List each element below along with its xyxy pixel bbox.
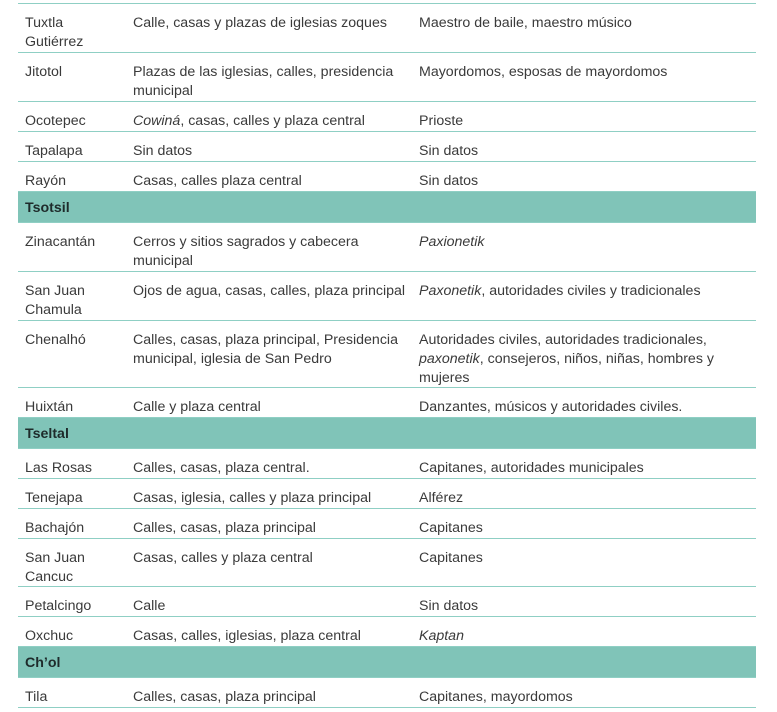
spaces-segment: Sin datos (133, 143, 193, 159)
participants-cell (411, 388, 756, 417)
participants-segment: Capitanes, mayordomos (419, 689, 573, 705)
spaces-segment: , casas, calles y plaza central (180, 113, 365, 129)
place-cell: Petalcingo (25, 598, 92, 614)
spaces-cell (125, 272, 411, 320)
spaces-segment: Calle (133, 598, 166, 614)
participants-cell (411, 272, 756, 320)
place-cell: Zinacantán (25, 234, 96, 250)
spaces-cell (125, 509, 411, 538)
place-cell: Ocotepec (25, 113, 86, 129)
table-row (18, 4, 756, 53)
participants-segment: Sin datos (419, 598, 479, 614)
participants-segment: Capitanes (419, 520, 483, 536)
spaces-cell (125, 162, 411, 191)
spaces-cell (125, 223, 411, 271)
table-row (18, 678, 756, 708)
participants-cell (411, 479, 756, 508)
table-row (18, 53, 756, 102)
table-row (18, 162, 756, 192)
participants-segment: paxonetik (419, 351, 480, 367)
participants-cell (411, 678, 756, 707)
participants-cell (411, 4, 756, 52)
participants-segment: Capitanes (419, 550, 483, 566)
spaces-cell (125, 539, 411, 586)
spaces-cell (125, 102, 411, 131)
spaces-segment: Casas, calles plaza central (133, 173, 302, 189)
place-cell: Tila (25, 689, 48, 705)
group-header-row (18, 418, 756, 449)
spaces-cell (125, 4, 411, 52)
table-row (18, 321, 756, 388)
place-cell: Rayón (25, 173, 67, 189)
spaces-segment: Calle y plaza central (133, 399, 261, 415)
participants-cell (411, 587, 756, 616)
spaces-cell (125, 449, 411, 478)
spaces-segment: Casas, calles, iglesias, plaza central (133, 628, 361, 644)
participants-segment: Mayordomos, esposas de mayordomos (419, 64, 668, 80)
spaces-cell (125, 678, 411, 707)
place-cell: Oxchuc (25, 628, 74, 644)
table-row (18, 272, 756, 321)
table-row (18, 587, 756, 617)
table-row (18, 479, 756, 509)
participants-cell (411, 132, 756, 161)
spaces-segment: Calles, casas, plaza central. (133, 460, 310, 476)
table-row (18, 539, 756, 587)
table-row (18, 388, 756, 418)
group-label: Tseltal (25, 426, 69, 442)
group-label: Ch’ol (25, 655, 61, 671)
place-cell: San Juan Chamula (25, 283, 85, 318)
spaces-segment: Casas, iglesia, calles y plaza principal (133, 490, 372, 506)
place-cell: San Juan Cancuc (25, 550, 85, 585)
group-header-row (18, 647, 756, 678)
place-cell: Jitotol (25, 64, 63, 80)
spaces-segment: Calles, casas, plaza principal, Presidencia municipal, iglesia de San Pedro (133, 332, 398, 367)
spaces-segment: Calle, casas y plazas de iglesias zoques (133, 15, 387, 31)
place-cell: Chenalhó (25, 332, 86, 348)
spaces-cell (125, 132, 411, 161)
table-row (18, 449, 756, 479)
participants-segment: Prioste (419, 113, 464, 129)
participants-segment: , consejeros, niños, niñas, hombres y mujeres (419, 351, 714, 386)
place-cell: Bachajón (25, 520, 85, 536)
participants-cell (411, 102, 756, 131)
participants-cell (411, 321, 756, 387)
participants-segment: Kaptan (419, 628, 464, 644)
participants-segment: Capitanes, autoridades municipales (419, 460, 644, 476)
spaces-cell (125, 587, 411, 616)
spaces-cell (125, 53, 411, 101)
participants-cell (411, 617, 756, 646)
group-label: Tsotsil (25, 200, 70, 216)
spaces-segment: Calles, casas, plaza principal (133, 520, 316, 536)
spaces-segment: Plazas de las iglesias, calles, presidencia municipal (133, 64, 394, 99)
spaces-segment: Ojos de agua, casas, calles, plaza principal (133, 283, 406, 299)
participants-cell (411, 53, 756, 101)
participants-segment: Autoridades civiles, autoridades tradicionales, (419, 332, 707, 348)
participants-segment: Paxonetik (419, 283, 482, 299)
table-row (18, 102, 756, 132)
table-row (18, 223, 756, 272)
participants-cell (411, 539, 756, 586)
table-row (18, 617, 756, 647)
participants-segment: Sin datos (419, 143, 479, 159)
spaces-segment: Calles, casas, plaza principal (133, 689, 316, 705)
participants-segment: Danzantes, músicos y autoridades civiles. (419, 399, 683, 415)
spaces-cell (125, 479, 411, 508)
participants-segment: Sin datos (419, 173, 479, 189)
participants-segment: Paxionetik (419, 234, 485, 250)
place-cell: Tapalapa (25, 143, 83, 159)
participants-segment: Maestro de baile, maestro músico (419, 15, 632, 31)
place-cell: Tenejapa (25, 490, 83, 506)
spaces-segment: Casas, calles y plaza central (133, 550, 313, 566)
participants-cell (411, 223, 756, 271)
data-table (18, 0, 756, 708)
place-cell: Tuxtla Gutiérrez (25, 15, 84, 50)
participants-cell (411, 162, 756, 191)
spaces-cell (125, 617, 411, 646)
spaces-cell (125, 321, 411, 387)
table-row (18, 132, 756, 162)
place-cell: Las Rosas (25, 460, 93, 476)
participants-cell (411, 509, 756, 538)
participants-segment: Alférez (419, 490, 464, 506)
participants-cell (411, 449, 756, 478)
table-row (18, 509, 756, 539)
participants-segment: , autoridades civiles y tradicionales (481, 283, 701, 299)
place-cell: Huixtán (25, 399, 74, 415)
group-header-row (18, 192, 756, 223)
spaces-segment: Cerros y sitios sagrados y cabecera municipal (133, 234, 359, 269)
spaces-cell (125, 388, 411, 417)
spaces-segment: Cowiná (133, 113, 181, 129)
